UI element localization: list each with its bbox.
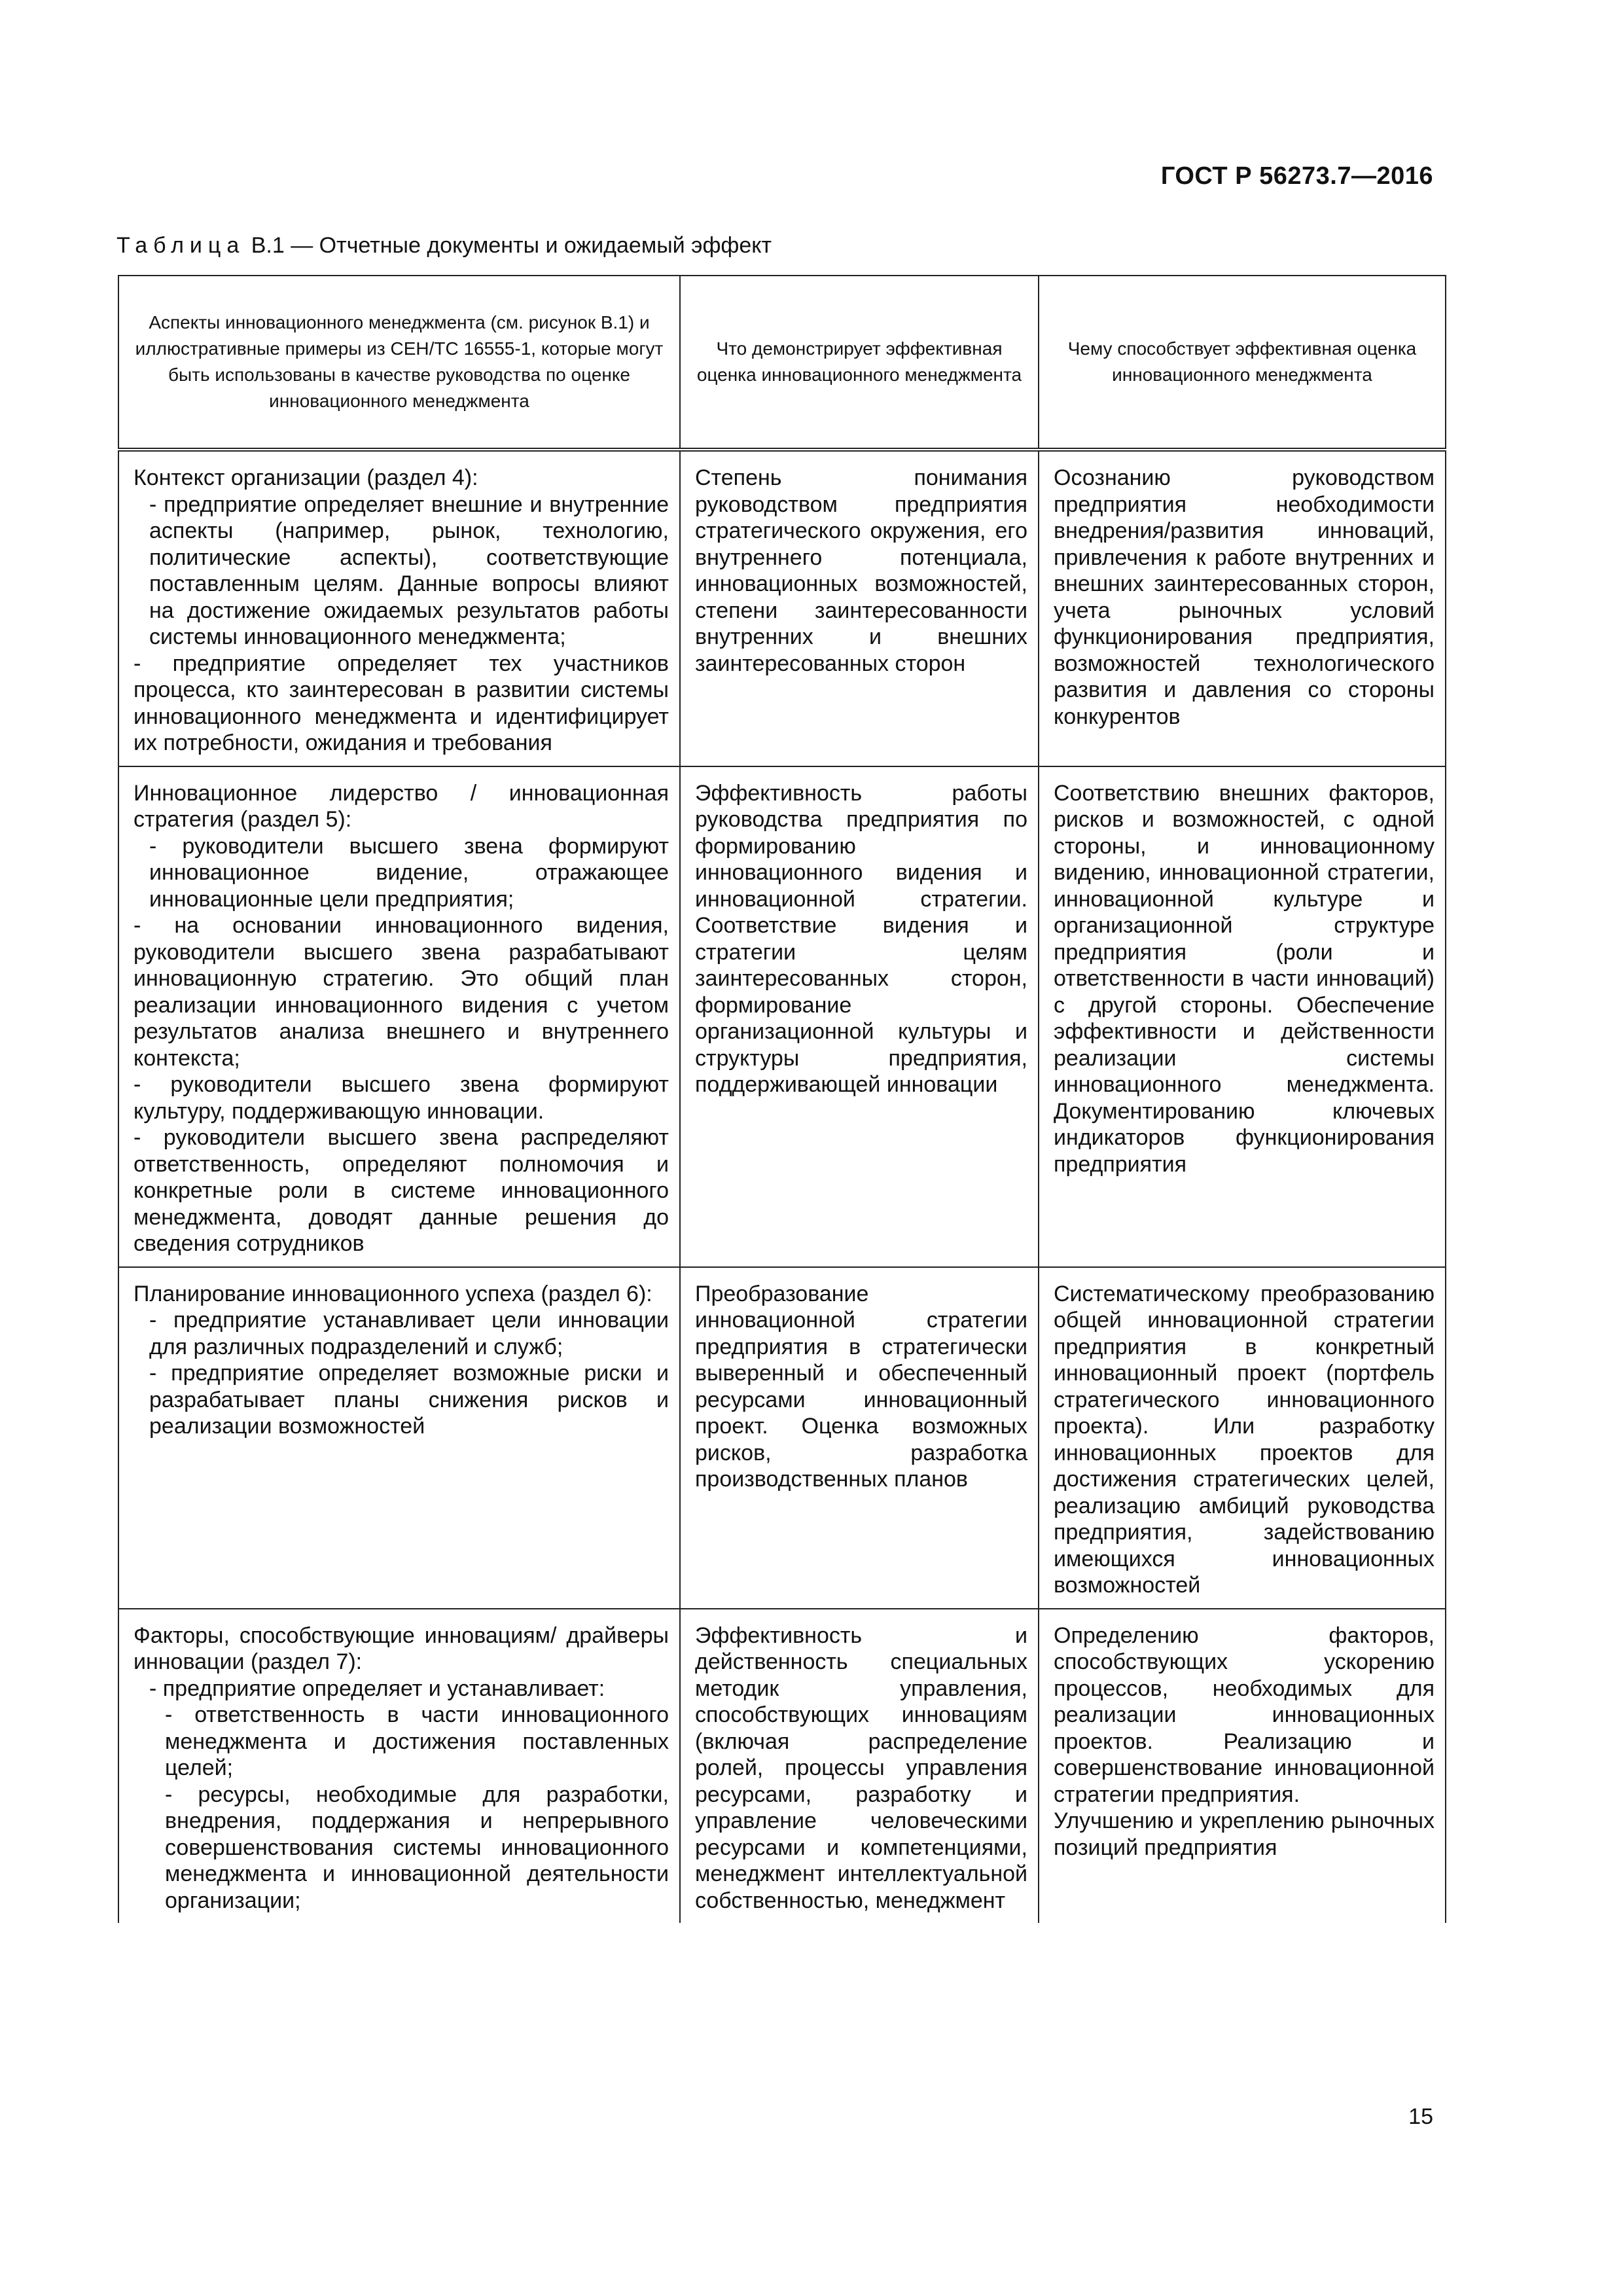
aspect-title: Факторы, способствующие инновациям/ драйверы инновации (раздел 7): [134,1623,669,1674]
demonstrates-cell: Степень понимания руководством предприятия стратегического окружения, его внутреннего потенциала, инновационных возможностей, степени заинтересованности внутренних и внешних заинтересованных сторон [680,450,1039,766]
report-documents-table [118,275,1446,1923]
aspect-cell [118,766,680,1267]
aspect-cell [118,450,680,766]
contributes-cell: Осознанию руководством предприятия необходимости внедрения/развития инноваций, привлечения к работе внутренних и внешних заинтересованных сторон, учета рыночных условий функционирования предприятия, возможностей технологического развития и давления со стороны конкурентов [1039,450,1446,766]
header-contributes: Чему способствует эффективная оценка инновационного менеджмента [1039,276,1446,450]
contributes-paragraph: Определению факторов, способствующих ускорению процессов, необходимых для реализации инновационных проектов. Реализацию и совершенствование инновационной стратегии предприятия. [1054,1623,1435,1807]
contributes-cell: Соответствию внешних факторов, рисков и возможностей, с одной стороны, и инновационному видению, инновационной стратегии, инновационной культуре и организационной структуре предприятия (роли и ответственности в части инноваций) с другой стороны. Обеспечение эффективности и действенности реализации системы инновационного менеджмента. Документированию ключевых индикаторов функционирования предприятия [1039,766,1446,1267]
aspect-subitem: - ответственность в части инновационного менеджмента и достижения поставленных целей; [165,1702,669,1780]
header-aspects: Аспекты инновационного менеджмента (см. рисунок В.1) и иллюстративные примеры из СЕН/ТС 16555-1, которые могут быть использованы в качестве руководства по оценке инновационного менеджмента [118,276,680,450]
aspect-subitem: - ресурсы, необходимые для разработки, внедрения, поддержания и непрерывного совершенствования системы инновационного менеджмента и инновационной деятельности организации; [165,1782,669,1913]
table-row [118,1609,1446,1924]
demonstrates-cell: Преобразование инновационной стратегии предприятия в стратегически выверенный и обеспеченный ресурсами инновационный проект. Оценка возможных рисков, разработка производственных планов [680,1267,1039,1609]
aspect-item: - руководители высшего звена распределяют ответственность, определяют полномочия и конкретные роли в системе инновационного менеджмента, доводят данные решения до сведения сотрудников [134,1125,669,1256]
table-caption-text: В.1 — Отчетные документы и ожидаемый эффект [245,233,772,258]
header-demonstrates: Что демонстрирует эффективная оценка инновационного менеджмента [680,276,1039,450]
demonstrates-cell: Эффективность и действенность специальных методик управления, способствующих инновациям (включая распределение ролей, процессы управления ресурсами, разработку и управление человеческими ресурсами и компетенциями, менеджмент интеллектуальной собственностью, менеджмент [680,1609,1039,1924]
aspect-title: Инновационное лидерство / инновационная стратегия (раздел 5): [134,780,669,832]
aspect-item: - предприятие определяет и устанавливает: [149,1676,605,1701]
contributes-paragraph: Улучшению и укреплению рыночных позиций предприятия [1054,1808,1435,1860]
aspect-title: Контекст организации (раздел 4): [134,465,478,490]
page-number: 15 [1408,2104,1433,2129]
contributes-cell: Систематическому преобразованию общей инновационной стратегии предприятия в конкретный инновационный проект (портфель стратегического инновационного проекта). Или разработку инновационных проектов для достижения стратегических целей, реализацию амбиций руководства предприятия, задействованию имеющихся инновационных возможностей [1039,1267,1446,1609]
demonstrates-cell: Эффективность работы руководства предприятия по формированию инновационного видения и инновационной стратегии. Соответствие видения и стратегии целям заинтересованных сторон, формирование организационной культуры и структуры предприятия, поддерживающей инновации [680,766,1039,1267]
contributes-cell [1039,1609,1446,1924]
aspect-item: - предприятие определяет тех участников процесса, кто заинтересован в развитии системы инновационного менеджмента и идентифицирует их потребности, ожидания и требования [134,651,669,755]
aspect-item: - предприятие устанавливает цели инновации для различных подразделений и служб; [149,1308,669,1359]
table-row [118,450,1446,766]
aspect-item: - на основании инновационного видения, руководители высшего звена разрабатывают инновационную стратегию. Это общий план реализации инновационного видения с учетом результатов анализа внешнего и внутреннего контекста; [134,913,669,1071]
table-caption-label: Таблица [116,233,245,258]
standard-number-header: ГОСТ Р 56273.7—2016 [1160,162,1433,190]
aspect-title: Планирование инновационного успеха (раздел 6): [134,1281,652,1306]
table-row [118,1267,1446,1609]
table-header-row [118,276,1446,450]
aspect-cell [118,1267,680,1609]
aspect-item: - руководители высшего звена формируют инновационное видение, отражающее инновационные цели предприятия; [149,833,669,912]
aspect-item: - предприятие определяет возможные риски и разрабатывает планы снижения рисков и реализации возможностей [149,1361,669,1439]
table-row [118,766,1446,1267]
table-caption [116,233,772,259]
aspect-cell [118,1609,680,1924]
aspect-item: - руководители высшего звена формируют культуру, поддерживающую инновации. [134,1072,669,1124]
aspect-item: - предприятие определяет внешние и внутренние аспекты (например, рынок, технологию, политические аспекты), соответствующие поставленным целям. Данные вопросы влияют на достижение ожидаемых результатов работы системы инновационного менеджмента; [149,492,669,649]
